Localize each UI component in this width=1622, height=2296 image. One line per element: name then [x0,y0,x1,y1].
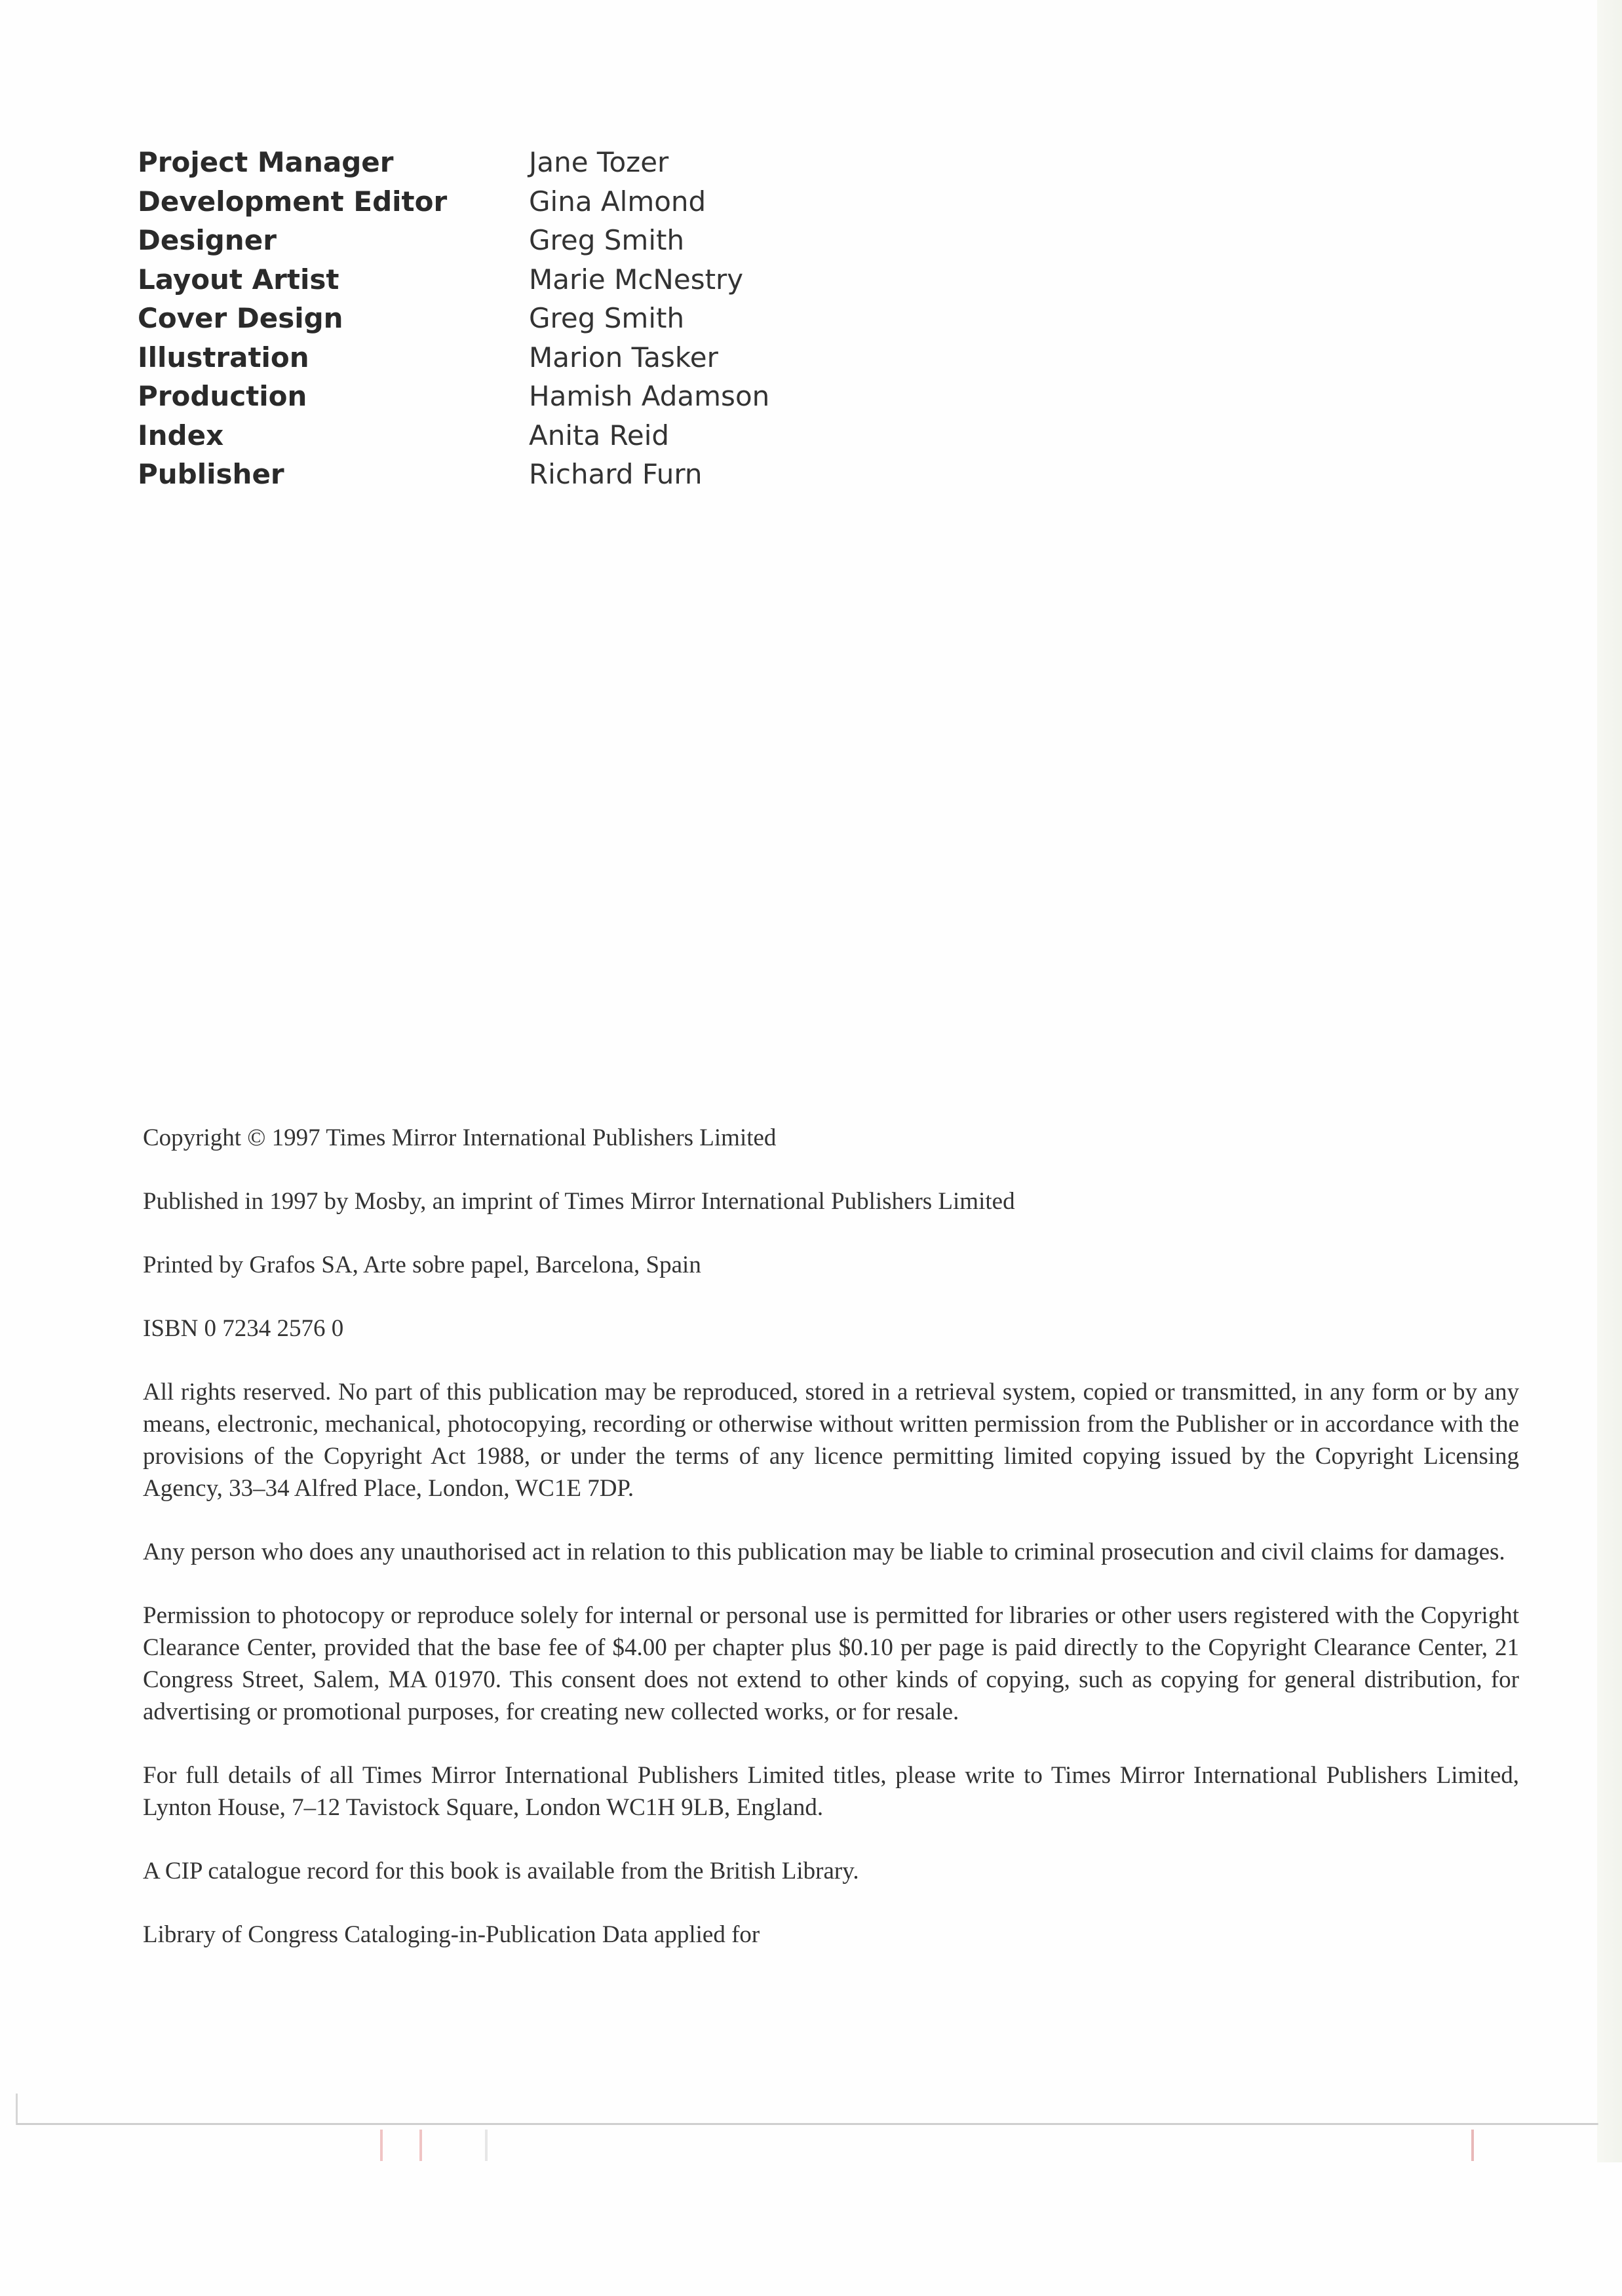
rights-paragraph: All rights reserved. No part of this publication may be reproduced, stored in a retrieval system, copied or transmitted, in any form or by any means, electronic, mechanical, photocopying, recording or otherwise without written permission from the Publisher or in accordance with the provisions of the Copyright Act 1988, or under the terms of any licence permitting limited copying issued by the Copyright Licensing Agency, 33–34 Alfred Place, London, WC1E 7DP. [143,1379,1519,1502]
page-edge-shadow [1597,0,1622,2162]
loc-line: Library of Congress Cataloging-in-Publication Data applied for [143,1921,760,1948]
copyright-section [143,1122,1519,1982]
liability-paragraph: Any person who does any unauthorised act in relation to this publication may be liable to criminal prosecution and civil claims for damages. [143,1539,1505,1565]
credit-name: Jane Tozer [529,146,669,178]
credit-role: Index [138,419,224,451]
copyright-line: Copyright © 1997 Times Mirror International Publishers Limited [143,1124,777,1151]
published-line: Published in 1997 by Mosby, an imprint of Times Mirror International Publishers Limited [143,1188,1015,1215]
printed-line: Printed by Grafos SA, Arte sobre papel, Barcelona, Spain [143,1252,701,1278]
details-paragraph: For full details of all Times Mirror International Publishers Limited titles, please write to Times Mirror International Publishers Limited, Lynton House, 7–12 Tavistock Square, London WC1H 9LB, England. [143,1762,1519,1821]
credit-name: Greg Smith [529,224,685,256]
permission-paragraph: Permission to photocopy or reproduce solely for internal or personal use is permitted for libraries or other users registered with the Copyright Clearance Center, provided that the base fee of $4.00 per chapter plus $0.10 per page is paid directly to the Copyright Clearance Center, 21 Congress Street, Salem, MA 01970. This consent does not extend to other kinds of copying, such as copying for general distribution, for advertising or promotional purposes, for creating new collected works, or for resale. [143,1602,1519,1725]
page-edge-left [16,2094,18,2123]
credit-name: Marie McNestry [529,263,744,296]
credit-role: Designer [138,224,277,256]
credit-role: Cover Design [138,302,343,334]
credit-name: Greg Smith [529,302,685,334]
credit-name: Richard Furn [529,458,703,490]
credit-role: Project Manager [138,146,394,178]
credit-role: Layout Artist [138,263,339,296]
credit-role: Development Editor [138,185,448,218]
scan-artifacts [0,2130,1622,2162]
credits-list [138,143,769,494]
credit-role: Illustration [138,341,309,373]
credit-name: Gina Almond [529,185,706,218]
credit-name: Anita Reid [529,419,670,451]
credit-name: Marion Tasker [529,341,718,373]
isbn-line: ISBN 0 7234 2576 0 [143,1315,344,1342]
cip-line: A CIP catalogue record for this book is available from the British Library. [143,1858,859,1885]
credit-role: Production [138,380,307,412]
credit-role: Publisher [138,458,284,490]
page-bottom-edge [16,2123,1598,2125]
credit-name: Hamish Adamson [529,380,770,412]
